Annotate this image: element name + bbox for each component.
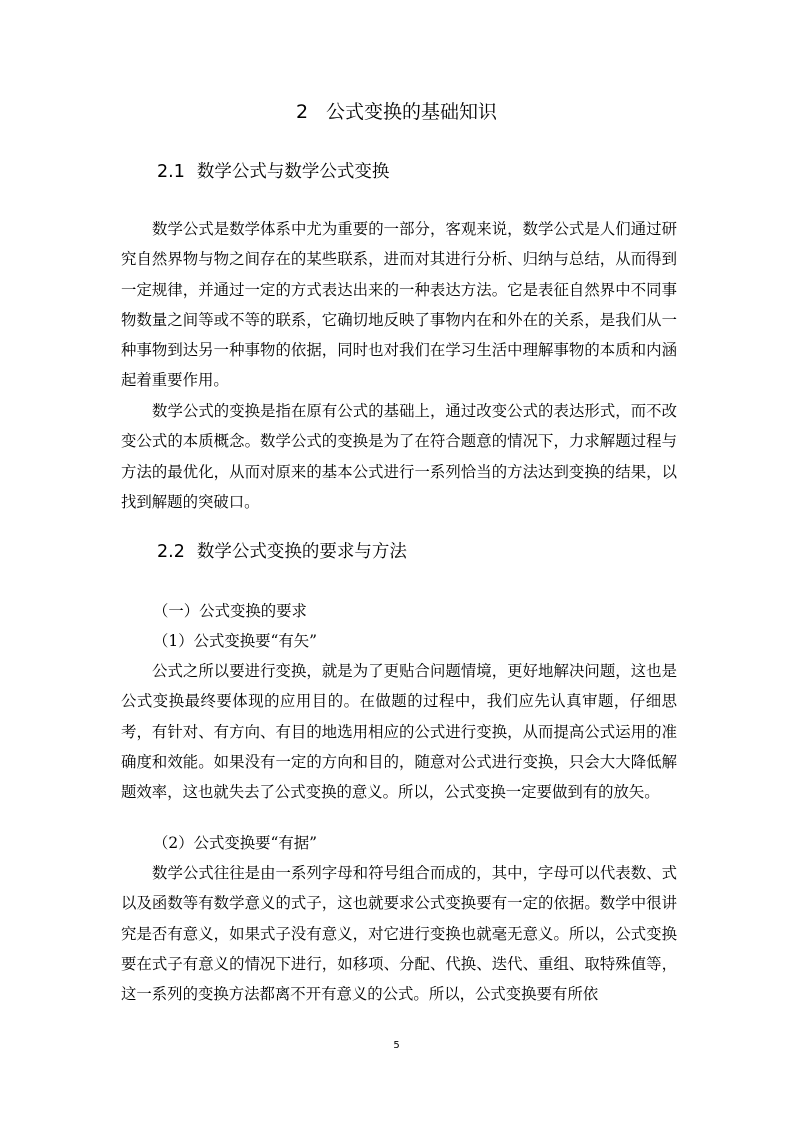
item-1-heading: （1）公式变换要“有矢”	[153, 632, 318, 650]
section-2-1-paragraph-1: 数学公式是数学体系中尤为重要的一部分，客观来说，数学公式是人们通过研究自然界物与物之间存在的某些联系，进而对其进行分析、归纳与总结，从而得到一定规律，并通过一定的方式表达出来的一种表达方法。它是表征自然界中不同事物数量之间等或不等的联系，它确切地反映了事物内在和外在的关系，是我们从一种事物到达另一种事物的依据，同时也对我们在学习生活中理解事物的本质和内涵起着重要作用。	[121, 220, 677, 390]
subheading-requirements: （一）公式变换的要求	[153, 602, 307, 620]
chapter-title-text: 公式变换的基础知识	[326, 101, 498, 123]
item-1-paragraph: 公式之所以要进行变换，就是为了更贴合问题情境，更好地解决问题，这也是公式变换最终要体现的应用目的。在做题的过程中，我们应先认真审题，仔细思考，有针对、有方向、有目的地选用相应的公式进行变换，从而提高公式运用的准确度和效能。如果没有一定的方向和目的，随意对公式进行变换，只会大大降低解题效率，这也就失去了公式变换的意义。所以，公式变换一定要做到有的放矢。	[121, 662, 677, 802]
section-2-1-paragraph-2: 数学公式的变换是指在原有公式的基础上，通过改变公式的表达形式，而不改变公式的本质概念。数学公式的变换是为了在符合题意的情况下，力求解题过程与方法的最优化，从而对原来的基本公式进行一系列恰当的方法达到变换的结果，以找到解题的突破口。	[121, 402, 677, 511]
section-2-2-number: 2.2	[157, 542, 185, 562]
chapter-title	[0, 98, 793, 126]
page-number: 5	[393, 1040, 400, 1051]
section-2-1-title: 数学公式与数学公式变换	[196, 162, 390, 182]
item-2-paragraph: 数学公式往往是由一系列字母和符号组合而成的，其中，字母可以代表数、式以及函数等有数学意义的式子，这也就要求公式变换要有一定的依据。数学中很讲究是否有意义，如果式子没有意义，对它进行变换也就毫无意义。所以，公式变换要在式子有意义的情况下进行，如移项、分配、代换、迭代、重组、取特殊值等，这一系列的变换方法都离不开有意义的公式。所以，公式变换要有所依	[121, 864, 677, 1004]
section-2-2-title: 数学公式变换的要求与方法	[196, 542, 407, 562]
section-2-2-heading	[157, 539, 407, 565]
section-2-1-number: 2.1	[157, 162, 185, 182]
chapter-number: 2	[295, 101, 309, 123]
item-2-heading: （2）公式变换要“有据”	[153, 834, 318, 852]
section-2-1-heading	[157, 159, 389, 185]
